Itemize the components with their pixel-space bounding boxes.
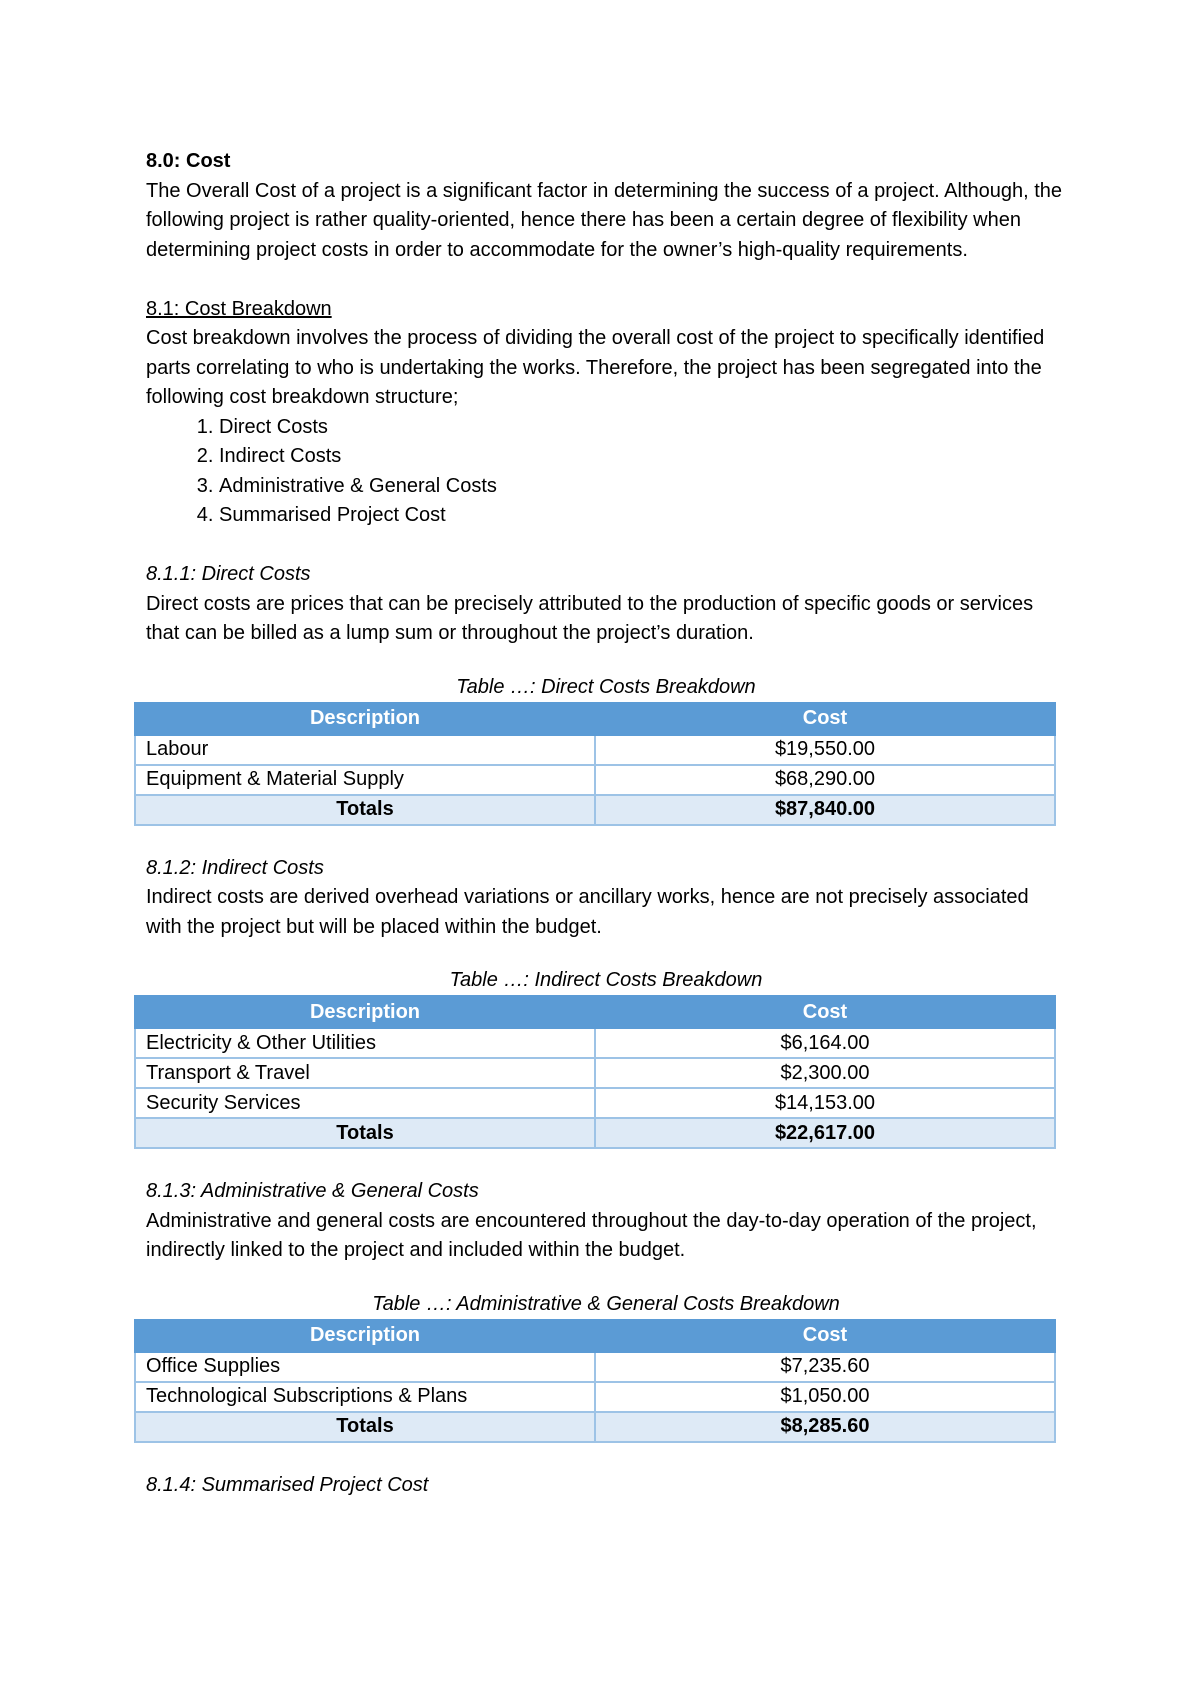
direct-heading: 8.1.1: Direct Costs: [146, 563, 311, 585]
column-header-cost: Cost: [595, 996, 1055, 1028]
cell-description: Equipment & Material Supply: [135, 765, 595, 795]
table-total-row: [135, 795, 1055, 825]
cell-cost: $68,290.00: [595, 765, 1055, 795]
direct-costs-table: [134, 702, 1056, 826]
total-label: Totals: [135, 1118, 595, 1148]
table-header-row: [135, 996, 1055, 1028]
column-header-cost: Cost: [595, 1320, 1055, 1352]
cell-cost: $14,153.00: [595, 1088, 1055, 1118]
table-row: [135, 1352, 1055, 1382]
column-header-description: Description: [135, 703, 595, 735]
total-label: Totals: [135, 795, 595, 825]
admin-body: Administrative and general costs are encountered throughout the day-to-day operation of the project, indirectly linked to the project and included within the budget.: [146, 1209, 1037, 1261]
cell-description: Electricity & Other Utilities: [135, 1028, 595, 1058]
table-row: [135, 765, 1055, 795]
section-cost: [146, 147, 1066, 673]
indirect-heading: 8.1.2: Indirect Costs: [146, 856, 324, 879]
cell-cost: $19,550.00: [595, 735, 1055, 765]
table-total-row: [135, 1118, 1055, 1148]
section-heading: 8.0: Cost: [146, 150, 231, 172]
indirect-table-caption: Table …: Indirect Costs Breakdown: [449, 969, 763, 991]
column-header-description: Description: [135, 996, 595, 1028]
direct-table-caption: Table …: Direct Costs Breakdown: [456, 675, 756, 698]
section-indirect: [146, 854, 1066, 967]
table-header-row: [135, 703, 1055, 735]
cell-description: Transport & Travel: [135, 1058, 595, 1088]
cell-cost: $1,050.00: [595, 1382, 1055, 1412]
admin-table-caption: Table …: Administrative & General Costs Breakdown: [372, 1292, 840, 1315]
list-item: 1. Direct Costs: [219, 413, 1066, 443]
total-value: $87,840.00: [595, 795, 1055, 825]
table-row: [135, 1088, 1055, 1118]
column-header-description: Description: [135, 1320, 595, 1352]
breakdown-list: [146, 413, 1066, 531]
cell-cost: $7,235.60: [595, 1352, 1055, 1382]
list-item: 2. Indirect Costs: [219, 442, 1066, 472]
summary-heading: 8.1.4: Summarised Project Cost: [146, 1473, 429, 1496]
table-row: [135, 1382, 1055, 1412]
cell-cost: $6,164.00: [595, 1028, 1055, 1058]
cell-cost: $2,300.00: [595, 1058, 1055, 1088]
section-intro: The Overall Cost of a project is a significant factor in determining the success of a project. Although, the following project is rather quality-oriented, hence there has been a certain degree of flexibility when determining project costs in order to accommodate for the owner’s high-quality requirements.: [146, 179, 1063, 261]
breakdown-heading: 8.1: Cost Breakdown: [146, 297, 332, 320]
total-label: Totals: [135, 1412, 595, 1442]
table-total-row: [135, 1412, 1055, 1442]
table-header-row: [135, 1320, 1055, 1352]
table-row: [135, 735, 1055, 765]
direct-body: Direct costs are prices that can be precisely attributed to the production of specific goods or services that can be billed as a lump sum or throughout the project’s duration.: [146, 592, 1034, 644]
list-item: 3. Administrative & General Costs: [219, 472, 1066, 502]
cell-description: Security Services: [135, 1088, 595, 1118]
table-row: [135, 1028, 1055, 1058]
total-value: $22,617.00: [595, 1118, 1055, 1148]
section-admin: [146, 1177, 1066, 1290]
indirect-body: Indirect costs are derived overhead variations or ancillary works, hence are not precisely associated with the project but will be placed within the budget.: [146, 886, 1029, 938]
admin-costs-table: [134, 1319, 1056, 1443]
document-page: [146, 147, 1066, 1500]
breakdown-intro: Cost breakdown involves the process of dividing the overall cost of the project to specifically identified parts correlating to who is undertaking the works. Therefore, the project has been segregated into the following cost breakdown structure;: [146, 327, 1045, 408]
table-row: [135, 1058, 1055, 1088]
total-value: $8,285.60: [595, 1412, 1055, 1442]
admin-heading: 8.1.3: Administrative & General Costs: [146, 1180, 479, 1202]
column-header-cost: Cost: [595, 703, 1055, 735]
cell-description: Office Supplies: [135, 1352, 595, 1382]
indirect-costs-table: [134, 995, 1056, 1149]
list-item: 4. Summarised Project Cost: [219, 501, 1066, 531]
cell-description: Labour: [135, 735, 595, 765]
section-summary: [146, 1471, 1066, 1501]
cell-description: Technological Subscriptions & Plans: [135, 1382, 595, 1412]
